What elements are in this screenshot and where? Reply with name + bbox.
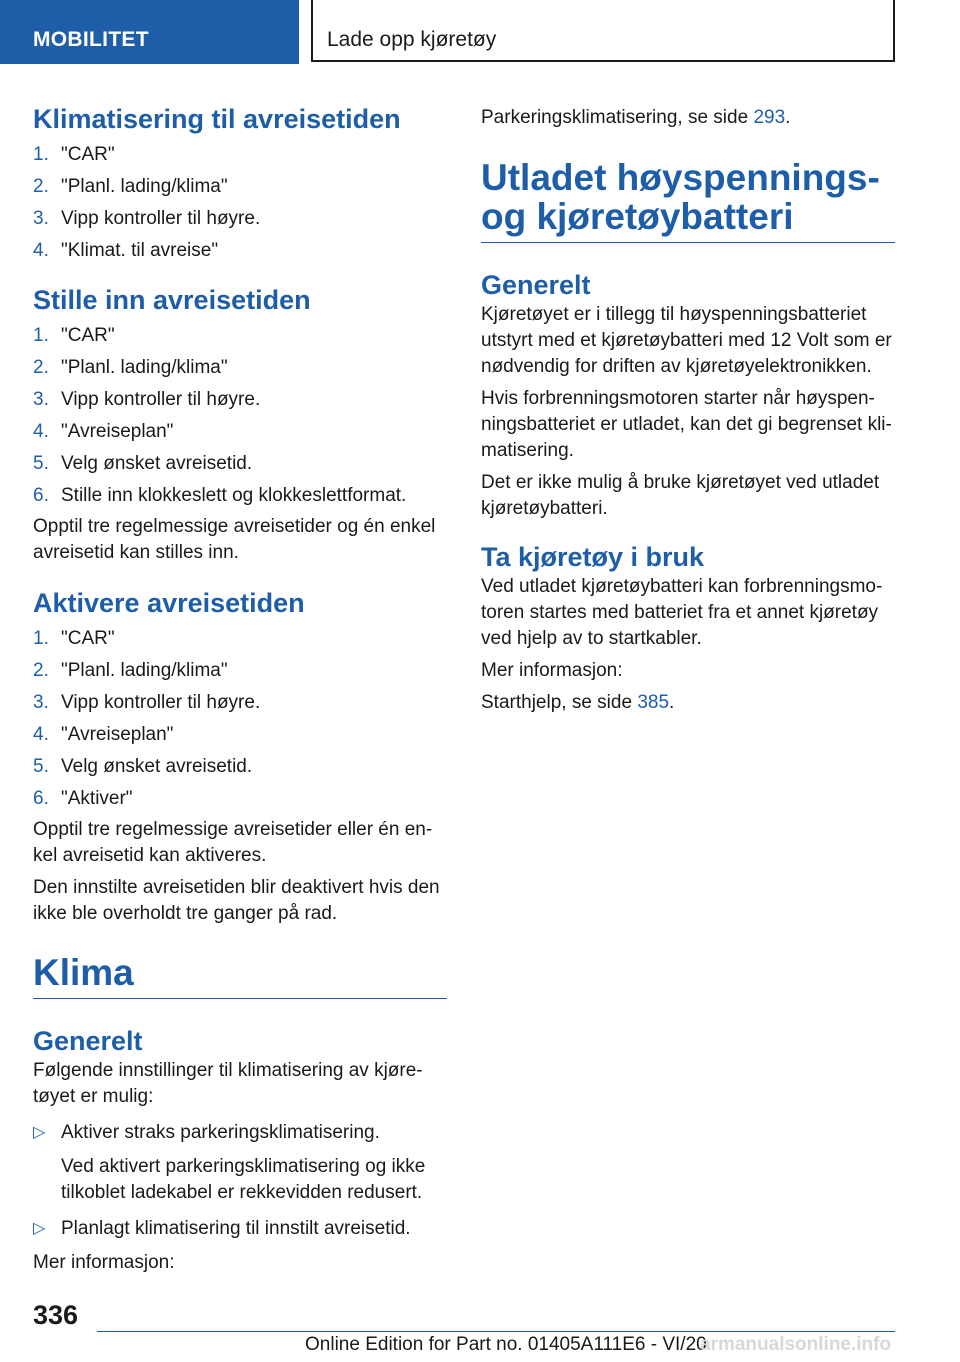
- step-number: 1.: [33, 628, 49, 649]
- list-item: [33, 384, 447, 416]
- list-item: [33, 1120, 447, 1206]
- heading-batteri-generelt: Generelt: [481, 270, 591, 300]
- step-number: 4.: [33, 240, 49, 261]
- step-text: Stille inn klokkeslett og klokkeslettformat.: [61, 485, 407, 506]
- bullet-text: Aktiver straks parkeringsklimatisering.: [61, 1122, 380, 1143]
- paragraph-avreisetider-aktiveres: Opptil tre regelmessige avreisetider eller én en-kel avreisetid kan aktiveres.: [33, 819, 433, 866]
- step-text: Vipp kontroller til høyre.: [61, 208, 261, 229]
- reference-end: .: [785, 107, 791, 128]
- step-number: 4.: [33, 421, 49, 442]
- mer-informasjon-label: Mer informasjon:: [481, 660, 623, 681]
- heading-stille-inn-avreisetiden: Stille inn avreisetiden: [33, 285, 311, 315]
- paragraph-kjoretoybatteri: Kjøretøyet er i tillegg til høyspenningsbatteriet utstyrt med et kjøretøybatteri med 12 Volt som er nødvendig for driften av kjøretøyelektronikken.: [481, 304, 892, 377]
- step-text: "CAR": [61, 628, 115, 649]
- heading-utladet-batteri: Utladet høyspennings- og kjøretøybatteri: [481, 158, 895, 243]
- step-number: 1.: [33, 144, 49, 165]
- list-item: [33, 235, 447, 267]
- step-text: "Planl. lading/klima": [61, 660, 228, 681]
- step-number: 6.: [33, 485, 49, 506]
- step-number: 5.: [33, 756, 49, 777]
- step-number: 1.: [33, 325, 49, 346]
- paragraph-begrenset-klimatisering: Hvis forbrenningsmotoren starter når høyspen-ningsbatteriet er utladet, kan det gi begrenset kli-matisering.: [481, 388, 892, 461]
- list-item: [33, 480, 447, 512]
- footer-edition: Online Edition for Part no. 01405A111E6 - VI/20: [305, 1334, 707, 1355]
- step-text: Velg ønsket avreisetid.: [61, 453, 253, 474]
- list-item: [33, 171, 447, 203]
- heading-klimatisering-avreisetiden: Klimatisering til avreisetiden: [33, 104, 401, 134]
- steps-list-2: [33, 320, 447, 512]
- paragraph-deaktivert: Den innstilte avreisetiden blir deaktivert hvis den ikke ble overholdt tre ganger på rad.: [33, 877, 440, 924]
- step-text: "Klimat. til avreise": [61, 240, 219, 261]
- list-item: [33, 416, 447, 448]
- step-text: "CAR": [61, 144, 115, 165]
- step-number: 2.: [33, 357, 49, 378]
- chapter-tab: [311, 0, 895, 62]
- step-text: "Aktiver": [61, 788, 133, 809]
- step-number: 3.: [33, 208, 49, 229]
- heading-ta-kjoretoy-i-bruk: Ta kjøretøy i bruk: [481, 542, 705, 572]
- bullet-subtext: Ved aktivert parkeringsklimatisering og ikke tilkoblet ladekabel er rekkevidden redusert.: [61, 1156, 426, 1203]
- footer-divider: [97, 1331, 895, 1332]
- bullet-text: Planlagt klimatisering til innstilt avreisetid.: [61, 1218, 411, 1239]
- step-number: 2.: [33, 660, 49, 681]
- page-link-293[interactable]: 293: [753, 107, 786, 128]
- paragraph-starthjelp-ref: [481, 690, 895, 716]
- step-number: 3.: [33, 692, 49, 713]
- step-number: 2.: [33, 176, 49, 197]
- step-text: Vipp kontroller til høyre.: [61, 692, 261, 713]
- section-tab: [0, 0, 299, 64]
- list-item: [33, 448, 447, 480]
- paragraph-parkeringsklimatisering-ref: [481, 102, 895, 134]
- right-column: [481, 102, 895, 716]
- list-item: [33, 352, 447, 384]
- step-text: "CAR": [61, 325, 115, 346]
- mer-informasjon-label: Mer informasjon:: [33, 1252, 175, 1273]
- page-number: 336: [33, 1300, 79, 1330]
- reference-text: Parkeringsklimatisering, se side: [481, 107, 754, 128]
- reference-text: Starthjelp, se side: [481, 692, 638, 713]
- heading-klima-generelt: Generelt: [33, 1026, 143, 1056]
- step-text: "Planl. lading/klima": [61, 176, 228, 197]
- list-item: [33, 719, 447, 751]
- list-item: [33, 139, 447, 171]
- reference-end: .: [669, 692, 675, 713]
- watermark: armanualsonline.info: [700, 1334, 892, 1355]
- paragraph-avreisetider-stilles: Opptil tre regelmessige avreisetider og én enkel avreisetid kan stilles inn.: [33, 516, 436, 563]
- step-text: "Avreiseplan": [61, 724, 174, 745]
- list-item: [33, 203, 447, 235]
- klima-options-list: [33, 1120, 447, 1242]
- paragraph-klima-innstillinger: Følgende innstillinger til klimatisering av kjøre-tøyet er mulig:: [33, 1060, 423, 1107]
- step-number: 5.: [33, 453, 49, 474]
- chapter-label: Lade opp kjøretøy: [327, 28, 497, 51]
- steps-list-1: [33, 139, 447, 267]
- heading-klima: Klima: [33, 953, 447, 999]
- step-text: Velg ønsket avreisetid.: [61, 756, 253, 777]
- steps-list-3: [33, 623, 447, 815]
- list-item: [33, 687, 447, 719]
- section-label: MOBILITET: [33, 28, 149, 51]
- page-link-385[interactable]: 385: [637, 692, 670, 713]
- list-item: [33, 655, 447, 687]
- step-text: "Avreiseplan": [61, 421, 174, 442]
- triangle-bullet-icon: ▷: [33, 1124, 46, 1141]
- step-text: Vipp kontroller til høyre.: [61, 389, 261, 410]
- triangle-bullet-icon: ▷: [33, 1220, 46, 1237]
- step-text: "Planl. lading/klima": [61, 357, 228, 378]
- paragraph-startkabler: Ved utladet kjøretøybatteri kan forbrenningsmo-toren startes med batteriet fra et annet kjøretøy ved hjelp av to startkabler.: [481, 576, 883, 649]
- step-number: 4.: [33, 724, 49, 745]
- list-item: [33, 783, 447, 815]
- paragraph-ikke-mulig: Det er ikke mulig å bruke kjøretøyet ved utladet kjøretøybatteri.: [481, 472, 880, 519]
- heading-aktivere-avreisetiden: Aktivere avreisetiden: [33, 588, 305, 618]
- step-number: 3.: [33, 389, 49, 410]
- left-column: [33, 102, 447, 1276]
- list-item: [33, 320, 447, 352]
- step-number: 6.: [33, 788, 49, 809]
- list-item: [33, 751, 447, 783]
- list-item: [33, 623, 447, 655]
- list-item: [33, 1216, 447, 1242]
